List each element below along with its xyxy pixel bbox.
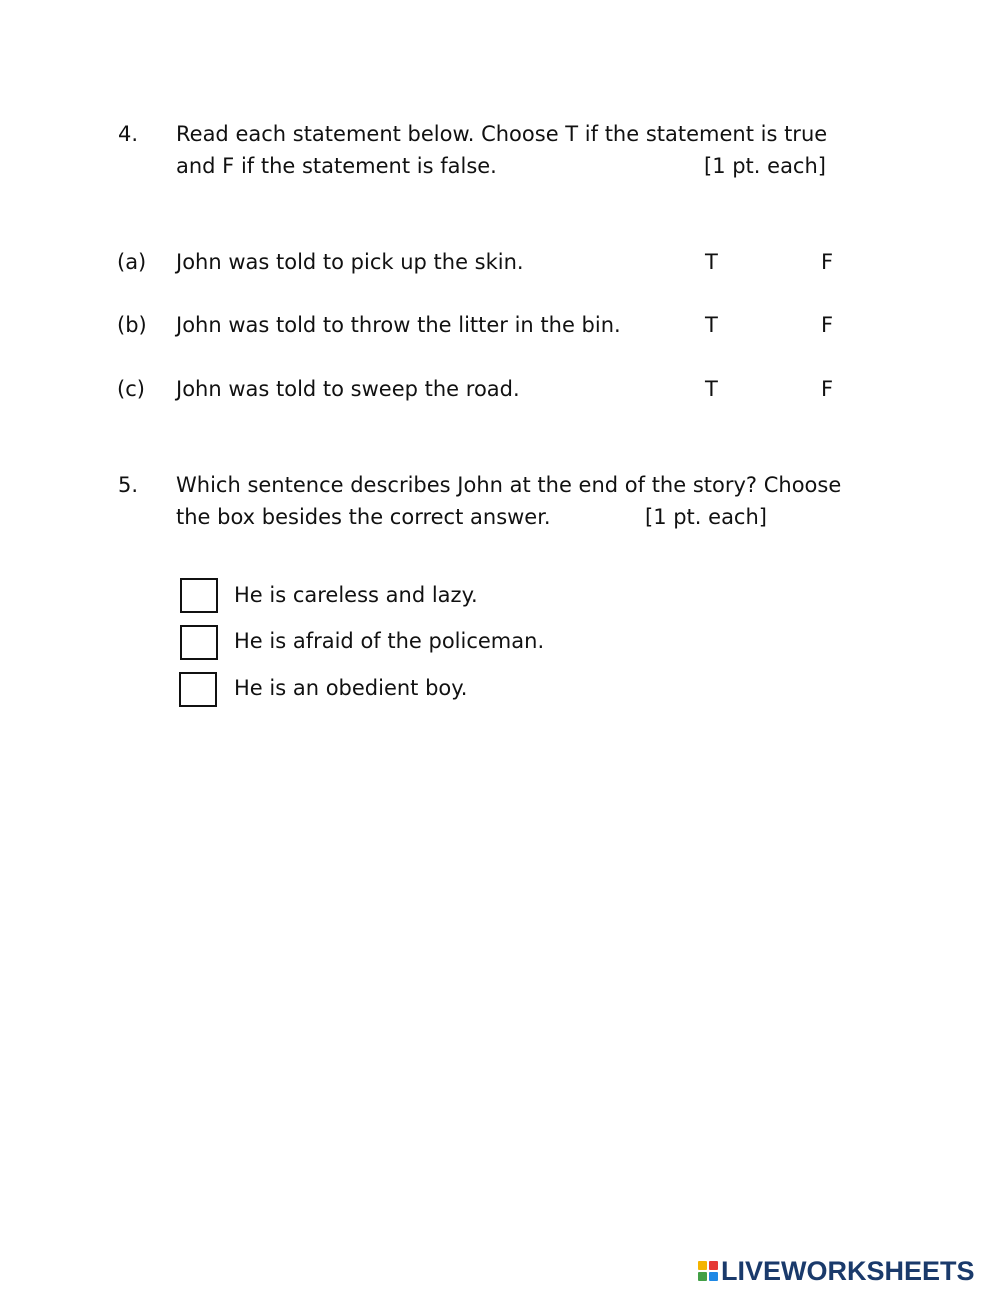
- q4-item-c-label: (c): [117, 377, 145, 401]
- q5-prompt-line2: the box besides the correct answer.: [176, 505, 551, 529]
- liveworksheets-logo: [698, 1256, 975, 1286]
- q5-number: 5.: [118, 473, 139, 497]
- q5-option-3-label: He is an obedient boy.: [234, 676, 468, 700]
- q4-item-c-false-option[interactable]: F: [821, 377, 834, 401]
- q5-option-3-checkbox[interactable]: [179, 672, 217, 707]
- q5-points: [1 pt. each]: [645, 505, 767, 529]
- q5-option-1-label: He is careless and lazy.: [234, 583, 478, 607]
- q4-item-a-statement: John was told to pick up the skin.: [176, 250, 524, 274]
- q5-prompt-line1: Which sentence describes John at the end of the story? Choose: [176, 473, 842, 497]
- q4-prompt-line2: and F if the statement is false.: [176, 154, 497, 178]
- logo-block: [709, 1261, 718, 1270]
- logo-blocks-icon: [698, 1261, 718, 1281]
- logo-block: [698, 1272, 707, 1281]
- q5-option-1-checkbox[interactable]: [180, 578, 218, 613]
- q5-option-2-checkbox[interactable]: [180, 625, 218, 660]
- q4-number: 4.: [118, 122, 139, 146]
- q4-item-b-true-option[interactable]: T: [705, 313, 718, 337]
- q4-item-b-statement: John was told to throw the litter in the bin.: [176, 313, 621, 337]
- q4-item-b-false-option[interactable]: F: [821, 313, 834, 337]
- q4-item-a-label: (a): [117, 250, 147, 274]
- q5-option-2-label: He is afraid of the policeman.: [234, 629, 545, 653]
- q4-item-c-statement: John was told to sweep the road.: [176, 377, 520, 401]
- q4-item-a-false-option[interactable]: F: [821, 250, 834, 274]
- logo-block: [698, 1261, 707, 1270]
- logo-block: [709, 1272, 718, 1281]
- q4-points: [1 pt. each]: [704, 154, 826, 178]
- q4-item-a-true-option[interactable]: T: [705, 250, 718, 274]
- q4-item-c-true-option[interactable]: T: [705, 377, 718, 401]
- q4-prompt-line1: Read each statement below. Choose T if the statement is true: [176, 122, 828, 146]
- q4-item-b-label: (b): [117, 313, 147, 337]
- logo-text: LIVEWORKSHEETS: [721, 1256, 975, 1286]
